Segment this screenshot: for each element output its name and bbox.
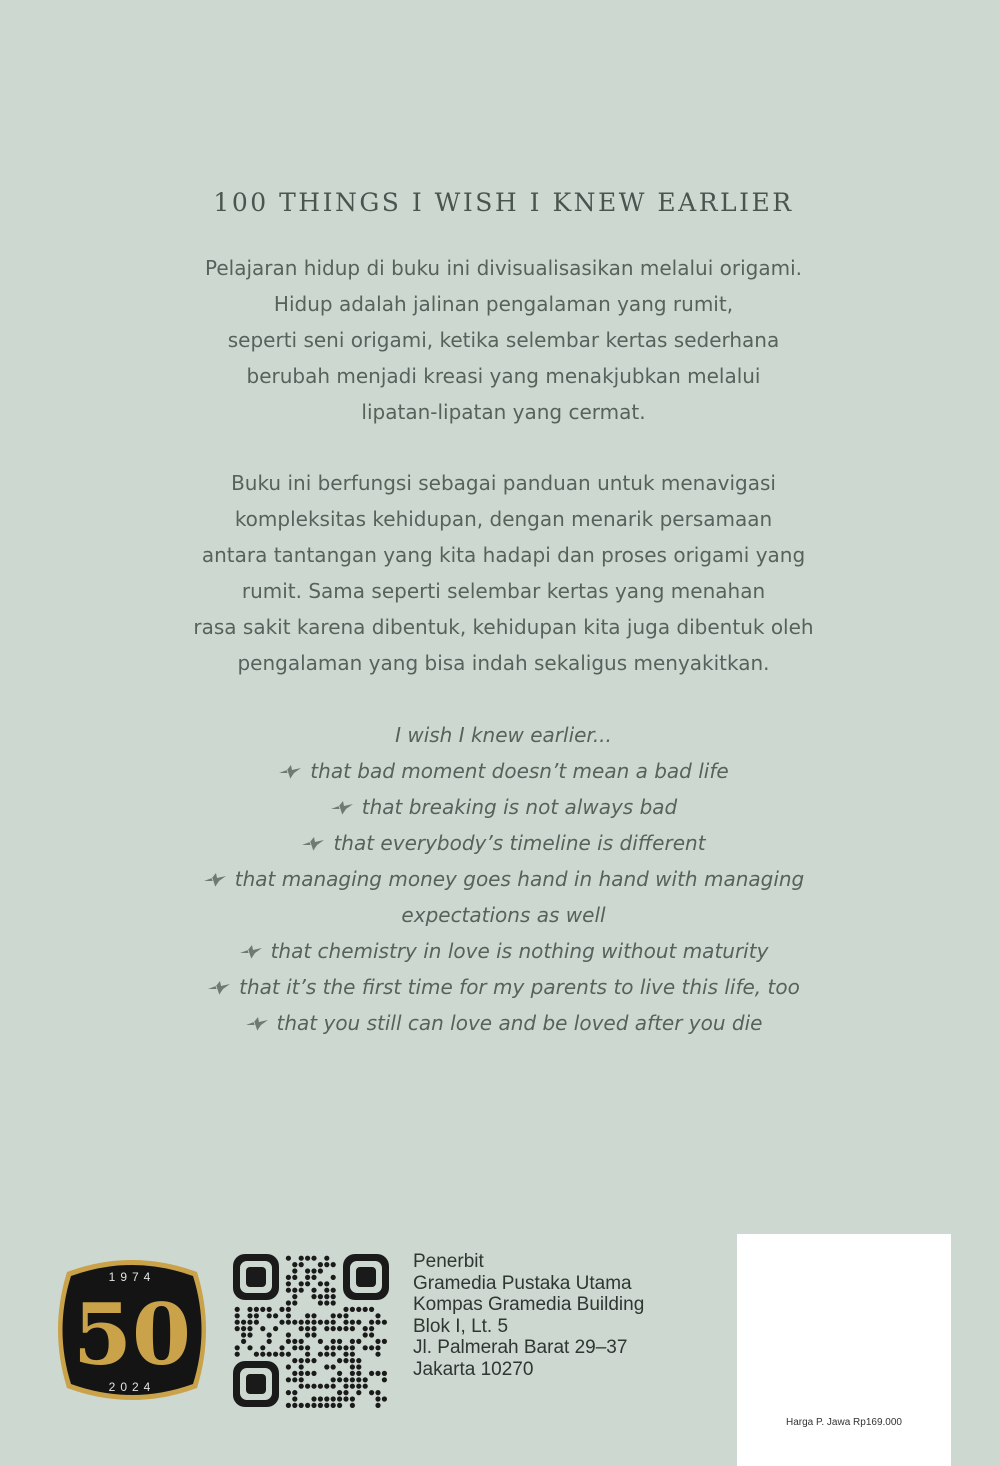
qr-module: [382, 1320, 387, 1325]
qr-module: [369, 1326, 374, 1331]
price-label: Harga P. Jawa Rp169.000: [785, 1417, 902, 1428]
qr-module: [299, 1281, 304, 1286]
qr-module: [356, 1358, 361, 1363]
qr-module: [247, 1313, 252, 1318]
qr-module: [305, 1384, 310, 1389]
qr-module: [286, 1300, 291, 1305]
qr-module: [324, 1262, 329, 1267]
qr-module: [292, 1396, 297, 1401]
qr-module: [375, 1320, 380, 1325]
wish-item: [0, 789, 1000, 825]
qr-module: [318, 1281, 323, 1286]
qr-module: [331, 1288, 336, 1293]
qr-module: [337, 1390, 342, 1395]
qr-module: [299, 1364, 304, 1369]
qr-module: [343, 1326, 348, 1331]
qr-module: [350, 1403, 355, 1408]
qr-module: [254, 1352, 259, 1357]
qr-module: [337, 1377, 342, 1382]
origami-bird-icon: [239, 944, 263, 960]
qr-module: [318, 1300, 323, 1305]
qr-module: [356, 1371, 361, 1376]
qr-module: [305, 1371, 310, 1376]
qr-module: [235, 1352, 240, 1357]
qr-module: [343, 1313, 348, 1318]
qr-module: [363, 1377, 368, 1382]
origami-bird-icon: [330, 800, 354, 816]
qr-module: [337, 1345, 342, 1350]
wish-list: [0, 717, 1000, 1041]
qr-module: [311, 1313, 316, 1318]
qr-module: [311, 1268, 316, 1273]
qr-module: [305, 1275, 310, 1280]
wish-item-text: that chemistry in love is nothing without maturity: [270, 939, 769, 963]
qr-module: [369, 1307, 374, 1312]
qr-module: [299, 1345, 304, 1350]
qr-module: [324, 1256, 329, 1261]
qr-module: [247, 1320, 252, 1325]
qr-module: [311, 1326, 316, 1331]
qr-module: [363, 1345, 368, 1350]
qr-module: [318, 1384, 323, 1389]
qr-module: [318, 1339, 323, 1344]
qr-module: [292, 1377, 297, 1382]
origami-bird-icon: [207, 980, 231, 996]
qr-module: [324, 1294, 329, 1299]
qr-module: [299, 1371, 304, 1376]
qr-module: [247, 1332, 252, 1337]
seal-year-end: 2024: [108, 1380, 156, 1394]
qr-module: [331, 1364, 336, 1369]
origami-bird-icon: [203, 872, 227, 888]
qr-module: [356, 1307, 361, 1312]
publisher-line: Jakarta 10270: [413, 1358, 534, 1380]
origami-bird-icon: [278, 764, 302, 780]
qr-module: [324, 1352, 329, 1357]
qr-module: [286, 1256, 291, 1261]
qr-module: [260, 1307, 265, 1312]
qr-module: [318, 1320, 323, 1325]
description-paragraph-1: [0, 250, 1000, 430]
qr-module: [311, 1275, 316, 1280]
qr-module: [305, 1268, 310, 1273]
qr-module: [305, 1313, 310, 1318]
qr-module: [324, 1326, 329, 1331]
qr-module: [299, 1403, 304, 1408]
qr-module: [331, 1320, 336, 1325]
qr-module: [369, 1332, 374, 1337]
qr-module: [356, 1320, 361, 1325]
qr-module: [350, 1364, 355, 1369]
qr-module: [241, 1326, 246, 1331]
qr-module: [286, 1377, 291, 1382]
publisher-line: Blok I, Lt. 5: [413, 1315, 509, 1337]
qr-module: [363, 1326, 368, 1331]
origami-bird-icon: [245, 1016, 269, 1032]
qr-module: [241, 1320, 246, 1325]
qr-module: [279, 1320, 284, 1325]
qr-module: [331, 1313, 336, 1318]
qr-module: [318, 1268, 323, 1273]
qr-module: [273, 1313, 278, 1318]
qr-module: [305, 1345, 310, 1350]
qr-module: [343, 1377, 348, 1382]
qr-module: [286, 1332, 291, 1337]
wish-item: [0, 933, 1000, 969]
qr-module: [292, 1339, 297, 1344]
qr-module: [375, 1403, 380, 1408]
qr-module: [324, 1364, 329, 1369]
qr-module: [305, 1332, 310, 1337]
qr-module: [311, 1256, 316, 1261]
wish-item: [0, 825, 1000, 861]
qr-module: [350, 1339, 355, 1344]
qr-module: [299, 1384, 304, 1389]
qr-module: [267, 1313, 272, 1318]
paragraph-line: kompleksitas kehidupan, dengan menarik persamaan: [234, 507, 773, 531]
qr-module: [343, 1390, 348, 1395]
qr-module: [260, 1352, 265, 1357]
paragraph-line: Pelajaran hidup di buku ini divisualisasikan melalui origami.: [205, 256, 802, 280]
qr-module: [343, 1320, 348, 1325]
wish-item: [0, 969, 1000, 1005]
book-title: 100 THINGS I WISH I KNEW EARLIER: [213, 188, 794, 217]
qr-module: [375, 1345, 380, 1350]
qr-module: [350, 1320, 355, 1325]
qr-module: [311, 1320, 316, 1325]
qr-module: [337, 1326, 342, 1331]
qr-module: [324, 1396, 329, 1401]
qr-module: [305, 1326, 310, 1331]
qr-module: [273, 1352, 278, 1357]
qr-module: [299, 1377, 304, 1382]
qr-module: [382, 1396, 387, 1401]
qr-module: [356, 1377, 361, 1382]
qr-module: [286, 1307, 291, 1312]
qr-module: [279, 1352, 284, 1357]
qr-module: [343, 1345, 348, 1350]
qr-module: [260, 1345, 265, 1350]
qr-module: [247, 1326, 252, 1331]
qr-module: [331, 1326, 336, 1331]
qr-module: [331, 1262, 336, 1267]
qr-module: [286, 1275, 291, 1280]
qr-module: [331, 1300, 336, 1305]
qr-module: [337, 1403, 342, 1408]
qr-module: [318, 1396, 323, 1401]
qr-module: [324, 1320, 329, 1325]
qr-module: [305, 1403, 310, 1408]
paragraph-line: rasa sakit karena dibentuk, kehidupan kita juga dibentuk oleh: [193, 615, 814, 639]
paragraph-line: Hidup adalah jalinan pengalaman yang rumit,: [273, 292, 734, 316]
qr-module: [369, 1320, 374, 1325]
wish-item-text: that bad moment doesn’t mean a bad life: [310, 759, 729, 783]
paragraph-line: antara tantangan yang kita hadapi dan proses origami yang: [201, 543, 806, 567]
publisher-info: [413, 1251, 644, 1380]
qr-module: [260, 1326, 265, 1331]
qr-module: [324, 1281, 329, 1286]
qr-module: [331, 1339, 336, 1344]
qr-module: [350, 1307, 355, 1312]
paragraph-line: seperti seni origami, ketika selembar kertas sederhana: [227, 328, 780, 352]
qr-module: [356, 1384, 361, 1389]
qr-module: [299, 1358, 304, 1363]
qr-module: [279, 1307, 284, 1312]
paragraph-line: Buku ini berfungsi sebagai panduan untuk menavigasi: [231, 471, 776, 495]
qr-module: [299, 1256, 304, 1261]
qr-module: [235, 1320, 240, 1325]
qr-module: [356, 1339, 361, 1344]
qr-module: [324, 1403, 329, 1408]
qr-module: [375, 1313, 380, 1318]
qr-module: [299, 1288, 304, 1293]
qr-finder-top-left: [233, 1254, 279, 1300]
qr-module: [286, 1313, 291, 1318]
qr-module: [292, 1371, 297, 1376]
qr-module: [324, 1345, 329, 1350]
qr-module: [337, 1313, 342, 1318]
qr-module: [350, 1352, 355, 1357]
qr-module: [311, 1371, 316, 1376]
paragraph-line: berubah menjadi kreasi yang menakjubkan melalui: [246, 364, 761, 388]
qr-module: [343, 1396, 348, 1401]
paragraph-line: lipatan-lipatan yang cermat.: [361, 400, 646, 424]
qr-module: [241, 1332, 246, 1337]
qr-module: [375, 1371, 380, 1376]
qr-module: [235, 1345, 240, 1350]
qr-module: [241, 1339, 246, 1344]
qr-module: [292, 1345, 297, 1350]
qr-module: [292, 1403, 297, 1408]
qr-module: [375, 1396, 380, 1401]
qr-module: [267, 1332, 272, 1337]
qr-module: [318, 1294, 323, 1299]
qr-module: [369, 1371, 374, 1376]
origami-bird-icon: [301, 836, 325, 852]
qr-module: [363, 1384, 368, 1389]
qr-module: [375, 1352, 380, 1357]
qr-module: [292, 1320, 297, 1325]
qr-module: [311, 1358, 316, 1363]
publisher-line: Jl. Palmerah Barat 29–37: [413, 1337, 628, 1358]
paragraph-line: rumit. Sama seperti selembar kertas yang menahan: [241, 579, 766, 603]
qr-module: [286, 1320, 291, 1325]
qr-module: [305, 1352, 310, 1357]
qr-module: [235, 1326, 240, 1331]
qr-module: [343, 1307, 348, 1312]
qr-module: [286, 1403, 291, 1408]
qr-module: [299, 1262, 304, 1267]
qr-module: [318, 1352, 323, 1357]
publisher-line: Penerbit: [413, 1251, 484, 1272]
qr-module: [382, 1339, 387, 1344]
seal-year-start: 1974: [108, 1270, 156, 1284]
qr-module: [305, 1256, 310, 1261]
qr-module: [337, 1339, 342, 1344]
qr-module: [267, 1339, 272, 1344]
qr-module: [286, 1281, 291, 1286]
qr-module: [273, 1326, 278, 1331]
qr-module: [292, 1294, 297, 1299]
qr-module: [337, 1396, 342, 1401]
qr-module: [337, 1358, 342, 1363]
qr-module: [356, 1364, 361, 1369]
wish-item: [0, 861, 1000, 897]
qr-module: [331, 1345, 336, 1350]
qr-module: [311, 1396, 316, 1401]
qr-finder-top-right: [343, 1254, 389, 1300]
qr-module: [350, 1326, 355, 1331]
qr-code[interactable]: [232, 1253, 390, 1408]
qr-module: [363, 1307, 368, 1312]
qr-module: [331, 1396, 336, 1401]
qr-module: [279, 1345, 284, 1350]
qr-module: [369, 1390, 374, 1395]
qr-module: [331, 1275, 336, 1280]
qr-module: [375, 1390, 380, 1395]
qr-module: [318, 1262, 323, 1267]
qr-module: [299, 1320, 304, 1325]
qr-module: [311, 1384, 316, 1389]
qr-module: [286, 1390, 291, 1395]
qr-module: [292, 1268, 297, 1273]
qr-module: [350, 1377, 355, 1382]
wish-item-continuation: expectations as well: [401, 903, 606, 927]
barcode-area: [737, 1234, 951, 1466]
qr-module: [331, 1403, 336, 1408]
qr-module: [343, 1352, 348, 1357]
wish-item-text: that it’s the first time for my parents to live this life, too: [239, 975, 800, 999]
qr-module: [331, 1352, 336, 1357]
qr-module: [235, 1313, 240, 1318]
qr-module: [311, 1403, 316, 1408]
qr-module: [311, 1332, 316, 1337]
wish-item: [0, 1005, 1000, 1041]
qr-module: [382, 1371, 387, 1376]
qr-module: [337, 1371, 342, 1376]
qr-module: [305, 1281, 310, 1286]
qr-module: [350, 1358, 355, 1363]
qr-module: [247, 1307, 252, 1312]
qr-module: [343, 1384, 348, 1389]
qr-module: [350, 1396, 355, 1401]
qr-module: [286, 1339, 291, 1344]
qr-module: [331, 1384, 336, 1389]
seal-number: 50: [73, 1285, 191, 1384]
qr-module: [292, 1390, 297, 1395]
qr-module: [254, 1307, 259, 1312]
qr-module: [318, 1403, 323, 1408]
wish-intro: I wish I knew earlier...: [395, 723, 612, 747]
wish-item-text: that breaking is not always bad: [361, 795, 678, 819]
qr-module: [331, 1377, 336, 1382]
qr-module: [331, 1294, 336, 1299]
wish-item-text: that you still can love and be loved after you die: [276, 1011, 763, 1035]
qr-module: [292, 1358, 297, 1363]
qr-module: [356, 1390, 361, 1395]
anniversary-seal-logo: [53, 1254, 211, 1406]
qr-module: [254, 1313, 259, 1318]
qr-module: [324, 1288, 329, 1293]
wish-item-text: that everybody’s timeline is different: [333, 831, 706, 855]
qr-module: [350, 1371, 355, 1376]
publisher-line: Kompas Gramedia Building: [413, 1294, 645, 1315]
qr-module: [254, 1320, 259, 1325]
qr-module: [375, 1339, 380, 1344]
qr-module: [247, 1345, 252, 1350]
qr-module: [324, 1300, 329, 1305]
qr-module: [267, 1352, 272, 1357]
qr-module: [292, 1300, 297, 1305]
qr-module: [369, 1345, 374, 1350]
qr-module: [350, 1345, 355, 1350]
qr-module: [286, 1352, 291, 1357]
wish-item-text: that managing money goes hand in hand with managing: [234, 867, 805, 891]
qr-module: [350, 1384, 355, 1389]
paragraph-line: pengalaman yang bisa indah sekaligus menyakitkan.: [237, 651, 770, 675]
qr-module: [299, 1326, 304, 1331]
qr-module: [267, 1307, 272, 1312]
qr-module: [343, 1358, 348, 1363]
qr-finder-bottom-left: [233, 1361, 279, 1407]
qr-module: [286, 1364, 291, 1369]
qr-module: [299, 1339, 304, 1344]
qr-module: [235, 1307, 240, 1312]
qr-module: [292, 1275, 297, 1280]
qr-module: [292, 1288, 297, 1293]
wish-item: [0, 753, 1000, 789]
qr-module: [292, 1262, 297, 1267]
qr-module: [305, 1320, 310, 1325]
qr-module: [311, 1294, 316, 1299]
qr-module: [324, 1384, 329, 1389]
qr-module: [382, 1377, 387, 1382]
qr-module: [286, 1288, 291, 1293]
publisher-line: Gramedia Pustaka Utama: [413, 1272, 632, 1294]
qr-module: [363, 1332, 368, 1337]
description-paragraph-2: [0, 465, 1000, 681]
qr-module: [305, 1358, 310, 1363]
qr-module: [311, 1288, 316, 1293]
